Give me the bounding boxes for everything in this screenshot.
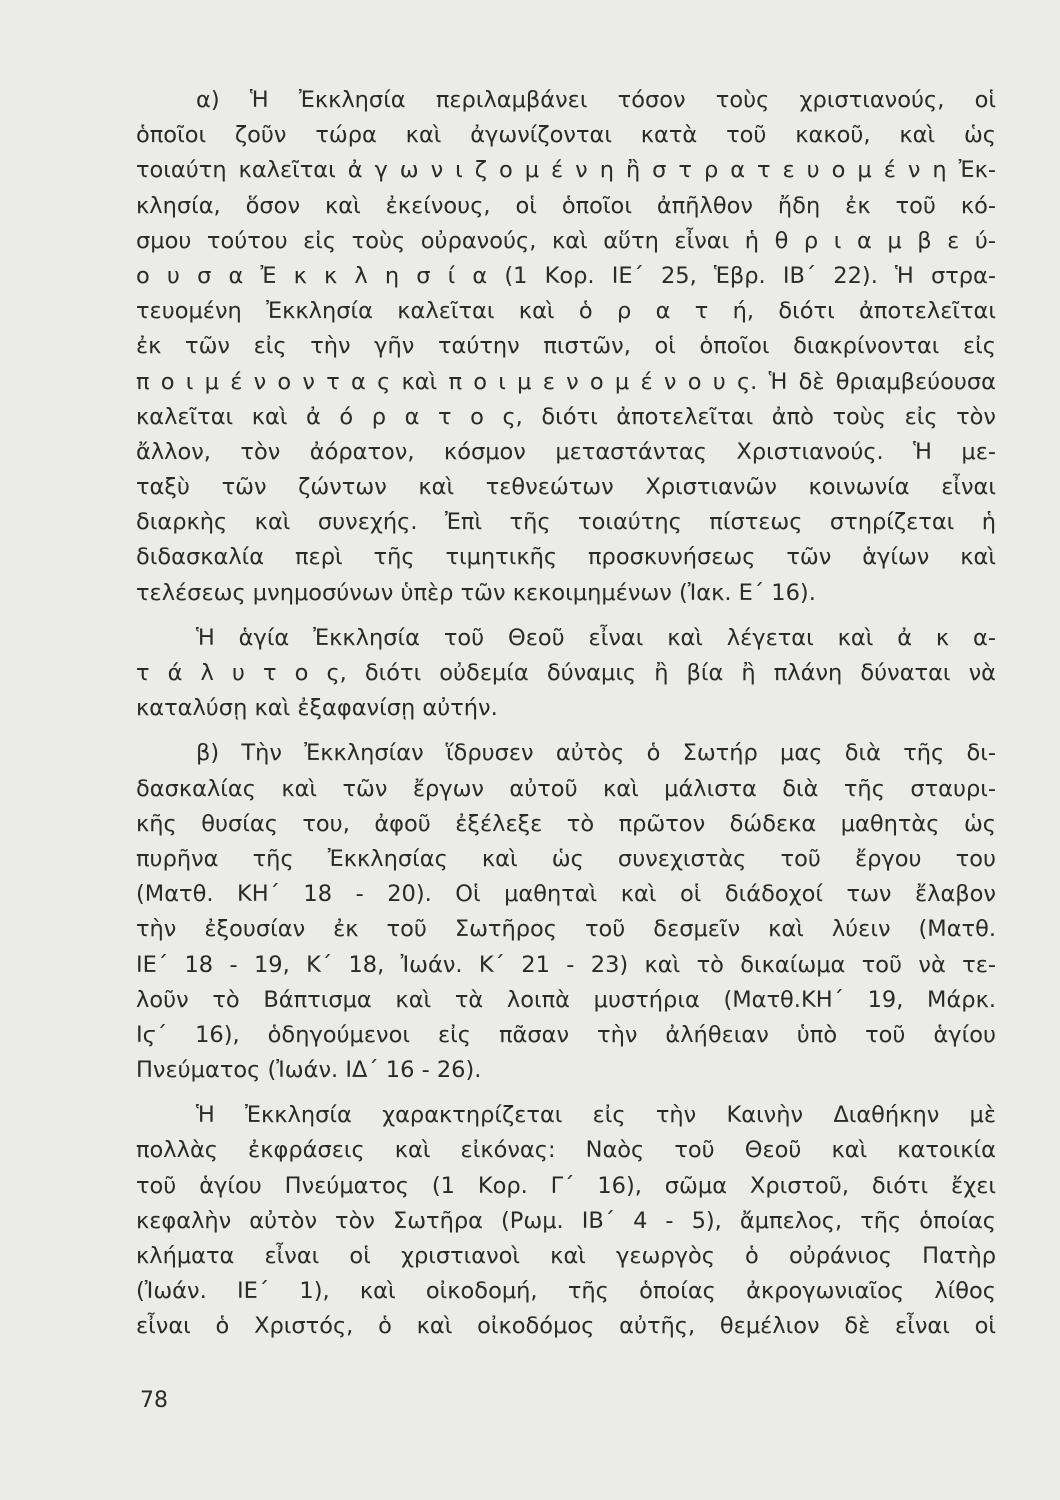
- text-line: τελέσεως μνημοσύνων ὑπὲρ τῶν κεκοιμημένων (Ἰακ. Ε΄ 16).: [136, 579, 816, 606]
- text-line: εἶναι ὁ Χριστός, ὁ καὶ οἰκοδόμος αὐτῆς, θεμέλιον δὲ εἶναι οἱ: [136, 1313, 996, 1340]
- text-line: τοῦ ἁγίου Πνεύματος (1 Κορ. Γ΄ 16), σῶμα Χριστοῦ, διότι ἔχει: [136, 1172, 996, 1199]
- page-number: 78: [140, 1388, 168, 1413]
- paragraph-images: [136, 1098, 996, 1344]
- text-line: (Ματθ. ΚΗ΄ 18 - 20). Οἱ μαθηταὶ καὶ οἱ διάδοχοί των ἔλαβον: [136, 881, 996, 908]
- text-line: διδασκαλία περὶ τῆς τιμητικῆς προσκυνήσεως τῶν ἁγίων καὶ: [136, 544, 996, 571]
- text-line: καλεῖται καὶ ἀ ό ρ α τ ο ς, διότι ἀποτελεῖται ἀπὸ τοὺς εἰς τὸν: [136, 403, 996, 430]
- text-line: σμου τούτου εἰς τοὺς οὐρανούς, καὶ αὕτη εἶναι ἡ θ ρ ι α μ β ε ύ-: [136, 227, 996, 254]
- text-line: διαρκὴς καὶ συνεχής. Ἐπὶ τῆς τοιαύτης πίστεως στηρίζεται ἡ: [136, 509, 996, 536]
- text-line: ΙΕ΄ 18 - 19, Κ΄ 18, Ἰωάν. Κ΄ 21 - 23) καὶ τὸ δικαίωμα τοῦ νὰ τε-: [136, 951, 996, 978]
- text-line: Ἡ Ἐκκλησία χαρακτηρίζεται εἰς τὴν Καινὴν Διαθήκην μὲ: [196, 1102, 996, 1129]
- text-line: καταλύσῃ καὶ ἐξαφανίσῃ αὐτήν.: [136, 695, 498, 722]
- text-line: β) Τὴν Ἐκκλησίαν ἵδρυσεν αὐτὸς ὁ Σωτήρ μας διὰ τῆς δι-: [196, 740, 996, 767]
- text-line: δασκαλίας καὶ τῶν ἔργων αὐτοῦ καὶ μάλιστα διὰ τῆς σταυρι-: [136, 775, 996, 802]
- text-line: (Ἰωάν. ΙΕ΄ 1), καὶ οἰκοδομή, τῆς ὁποίας ἀκρογωνιαῖος λίθος: [136, 1278, 996, 1305]
- paragraph-alpha: [136, 83, 996, 611]
- body-text: [136, 83, 996, 1345]
- paragraph-indestructible: [136, 621, 996, 727]
- text-line: ὁποῖοι ζοῦν τώρα καὶ ἀγωνίζονται κατὰ τοῦ κακοῦ, καὶ ὡς: [136, 122, 996, 149]
- text-line: π ο ι μ έ ν ο ν τ α ς καὶ π ο ι μ ε ν ο μ έ ν ο υ ς. Ἡ δὲ θριαμβεύουσα: [136, 368, 996, 395]
- text-line: τοιαύτη καλεῖται ἀ γ ω ν ι ζ ο μ έ ν η ἢ σ τ ρ α τ ε υ ο μ έ ν η Ἐκ-: [136, 157, 996, 184]
- text-line: κλησία, ὅσον καὶ ἐκείνους, οἱ ὁποῖοι ἀπῆλθον ἤδη ἐκ τοῦ κό-: [136, 192, 996, 219]
- text-line: Ἡ ἁγία Ἐκκλησία τοῦ Θεοῦ εἶναι καὶ λέγεται καὶ ἀ κ α-: [196, 624, 996, 651]
- text-line: ταξὺ τῶν ζώντων καὶ τεθνεώτων Χριστιανῶν κοινωνία εἶναι: [136, 474, 996, 501]
- text-line: τὴν ἐξουσίαν ἐκ τοῦ Σωτῆρος τοῦ δεσμεῖν καὶ λύειν (Ματθ.: [136, 916, 996, 943]
- text-line: λοῦν τὸ Βάπτισμα καὶ τὰ λοιπὰ μυστήρια (Ματθ.ΚΗ΄ 19, Μάρκ.: [136, 986, 996, 1013]
- text-line: κλήματα εἶναι οἱ χριστιανοὶ καὶ γεωργὸς ὁ οὐράνιος Πατὴρ: [136, 1243, 996, 1269]
- text-line: κῆς θυσίας του, ἀφοῦ ἐξέλεξε τὸ πρῶτον δώδεκα μαθητὰς ὡς: [136, 810, 996, 837]
- text-line: τευομένη Ἐκκλησία καλεῖται καὶ ὁ ρ α τ ή, διότι ἀποτελεῖται: [136, 298, 996, 325]
- text-line: κεφαλὴν αὐτὸν τὸν Σωτῆρα (Ρωμ. ΙΒ΄ 4 - 5), ἄμπελος, τῆς ὁποίας: [136, 1207, 996, 1234]
- text-line: α) Ἡ Ἐκκλησία περιλαμβάνει τόσον τοὺς χριστιανούς, οἱ: [196, 87, 996, 113]
- text-line: ο υ σ α Ἐ κ κ λ η σ ί α (1 Κορ. ΙΕ΄ 25, Ἑβρ. ΙΒ΄ 22). Ἡ στρα-: [136, 262, 996, 289]
- text-line: Ιϛ΄ 16), ὁδηγούμενοι εἰς πᾶσαν τὴν ἀλήθειαν ὑπὸ τοῦ ἁγίου: [136, 1021, 996, 1048]
- text-line: ἐκ τῶν εἰς τὴν γῆν ταύτην πιστῶν, οἱ ὁποῖοι διακρίνονται εἰς: [136, 333, 996, 360]
- text-line: Πνεύματος (Ἰωάν. ΙΔ΄ 16 - 26).: [136, 1057, 482, 1084]
- text-line: ἄλλον, τὸν ἀόρατον, κόσμον μεταστάντας Χριστιανούς. Ἡ με-: [136, 438, 996, 465]
- text-line: τ ά λ υ τ ο ς, διότι οὐδεμία δύναμις ἢ βία ἢ πλάνη δύναται νὰ: [136, 660, 996, 686]
- text-line: πολλὰς ἐκφράσεις καὶ εἰκόνας: Ναὸς τοῦ Θεοῦ καὶ κατοικία: [136, 1137, 996, 1164]
- text-line: πυρῆνα τῆς Ἐκκλησίας καὶ ὡς συνεχιστὰς τοῦ ἔργου του: [136, 845, 996, 872]
- paragraph-beta: [136, 736, 996, 1088]
